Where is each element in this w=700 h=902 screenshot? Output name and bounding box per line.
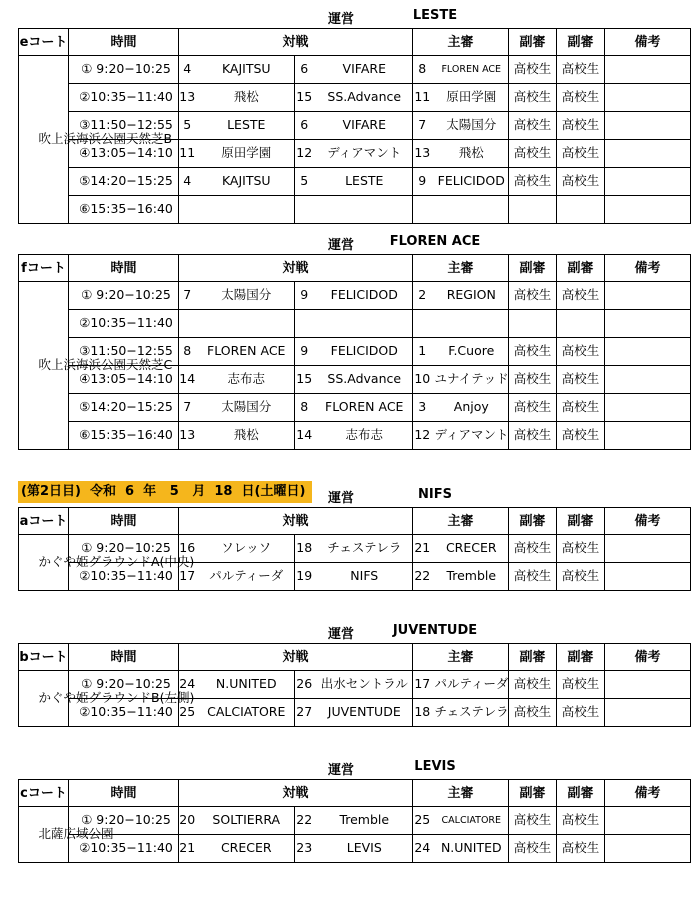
notes-cell <box>605 422 691 450</box>
venue-name: 北薩広域公園 <box>38 826 114 842</box>
assistant1-header: 副審 <box>509 255 557 282</box>
team2-number: 15 <box>295 84 317 112</box>
referee-team: チェステレラ <box>435 699 509 727</box>
team2-name: VIFARE <box>317 112 413 140</box>
match-header: 対戦 <box>179 29 413 56</box>
assistant2-cell: 高校生 <box>557 699 605 727</box>
team1-number: 8 <box>179 338 199 366</box>
time-slot: ① 9:20−10:25 <box>69 671 179 699</box>
time-slot: ②10:35−11:40 <box>69 563 179 591</box>
team2-number: 19 <box>295 563 317 591</box>
time-slot: ⑤14:20−15:25 <box>69 168 179 196</box>
team1-number: 11 <box>179 140 199 168</box>
assistant2-cell: 高校生 <box>557 394 605 422</box>
venue-name: 吹上浜海浜公園天然芝B <box>38 131 173 147</box>
referee-team: 太陽国分 <box>435 112 509 140</box>
time-header: 時間 <box>69 644 179 671</box>
assistant1-cell: 高校生 <box>509 168 557 196</box>
referee-team: F.Cuore <box>435 338 509 366</box>
court-label: bコート <box>19 644 69 671</box>
time-header: 時間 <box>69 255 179 282</box>
operator-label: 運営 <box>328 763 355 778</box>
match-row <box>19 310 691 338</box>
match-row <box>19 168 691 196</box>
referee-number: 22 <box>413 563 435 591</box>
match-header: 対戦 <box>179 255 413 282</box>
team2-name: FELICIDOD <box>317 338 413 366</box>
operator-label: 運営 <box>328 627 355 642</box>
assistant2-cell: 高校生 <box>557 563 605 591</box>
team1-number: 13 <box>179 84 199 112</box>
team1-name: 太陽国分 <box>199 282 295 310</box>
team1-number: 21 <box>179 835 199 863</box>
operator-line <box>0 231 700 251</box>
team1-number: 4 <box>179 168 199 196</box>
notes-header: 備考 <box>605 29 691 56</box>
court-label: eコート <box>19 29 69 56</box>
operator-team: LESTE <box>412 8 458 23</box>
time-slot: ① 9:20−10:25 <box>69 282 179 310</box>
match-header: 対戦 <box>179 644 413 671</box>
time-slot: ②10:35−11:40 <box>69 699 179 727</box>
court-c-table <box>18 779 691 863</box>
match-row <box>19 56 691 84</box>
team2-number: 8 <box>295 394 317 422</box>
referee-team <box>435 196 509 224</box>
team1-number: 16 <box>179 535 199 563</box>
match-row <box>19 196 691 224</box>
team2-number <box>295 196 317 224</box>
assistant1-cell: 高校生 <box>509 338 557 366</box>
time-slot: ① 9:20−10:25 <box>69 807 179 835</box>
court-b-table <box>18 643 691 727</box>
team2-number: 15 <box>295 366 317 394</box>
team2-name: 出水セントラル <box>317 671 413 699</box>
operator-line <box>0 5 700 25</box>
referee-team: N.UNITED <box>435 835 509 863</box>
team2-name: チェステレラ <box>317 535 413 563</box>
team1-number: 7 <box>179 282 199 310</box>
referee-number: 11 <box>413 84 435 112</box>
assistant1-cell: 高校生 <box>509 56 557 84</box>
referee-team <box>435 310 509 338</box>
team2-name: LEVIS <box>317 835 413 863</box>
referee-header: 主審 <box>413 644 509 671</box>
referee-team: ユナイテッド <box>435 366 509 394</box>
assistant2-cell: 高校生 <box>557 671 605 699</box>
assistant1-cell: 高校生 <box>509 394 557 422</box>
team1-name <box>199 310 295 338</box>
referee-header: 主審 <box>413 255 509 282</box>
team2-name <box>317 196 413 224</box>
day2-date-banner: (第2日目) 令和 6 年 5 月 18 日(土曜日) <box>18 481 312 503</box>
match-row <box>19 394 691 422</box>
assistant2-cell: 高校生 <box>557 338 605 366</box>
referee-number: 12 <box>413 422 435 450</box>
assistant2-header: 副審 <box>557 255 605 282</box>
operator-team: LEVIS <box>414 759 456 774</box>
court-e-table <box>18 28 691 224</box>
time-slot: ③11:50−12:55 <box>69 338 179 366</box>
notes-cell <box>605 699 691 727</box>
referee-number <box>413 310 435 338</box>
notes-header: 備考 <box>605 508 691 535</box>
referee-header: 主審 <box>413 29 509 56</box>
team2-name: Tremble <box>317 807 413 835</box>
match-row <box>19 835 691 863</box>
assistant1-header: 副審 <box>509 780 557 807</box>
team1-number <box>179 310 199 338</box>
match-row <box>19 671 691 699</box>
notes-cell <box>605 535 691 563</box>
court-f-table <box>18 254 691 450</box>
referee-header: 主審 <box>413 780 509 807</box>
referee-number: 9 <box>413 168 435 196</box>
time-header: 時間 <box>69 29 179 56</box>
assistant2-cell <box>557 196 605 224</box>
time-slot: ① 9:20−10:25 <box>69 56 179 84</box>
assistant2-cell: 高校生 <box>557 422 605 450</box>
referee-number: 25 <box>413 807 435 835</box>
venue-name: かぐや姫グラウンドA(中央) <box>38 554 195 570</box>
team1-number: 7 <box>179 394 199 422</box>
time-slot: ④13:05−14:10 <box>69 140 179 168</box>
venue-cell <box>19 807 114 863</box>
referee-number: 1 <box>413 338 435 366</box>
team1-number: 4 <box>179 56 199 84</box>
team1-name: CALCIATORE <box>199 699 295 727</box>
referee-team: FLOREN ACE <box>435 56 509 84</box>
team2-number: 9 <box>295 338 317 366</box>
assistant2-cell: 高校生 <box>557 282 605 310</box>
venue-name: かぐや姫グラウンドB(左側) <box>38 690 195 706</box>
operator-team: JUVENTUDE <box>392 623 478 638</box>
court-label: aコート <box>19 508 69 535</box>
match-row <box>19 422 691 450</box>
team1-name: 太陽国分 <box>199 394 295 422</box>
team1-number: 17 <box>179 563 199 591</box>
team1-name: KAJITSU <box>199 168 295 196</box>
team1-name: パルティーダ <box>199 563 295 591</box>
assistant2-cell: 高校生 <box>557 84 605 112</box>
assistant2-header: 副審 <box>557 780 605 807</box>
operator-team: FLOREN ACE <box>389 234 481 249</box>
assistant1-cell: 高校生 <box>509 366 557 394</box>
match-row <box>19 282 691 310</box>
notes-cell <box>605 112 691 140</box>
time-slot: ②10:35−11:40 <box>69 84 179 112</box>
notes-cell <box>605 338 691 366</box>
team2-name: FELICIDOD <box>317 282 413 310</box>
referee-number: 17 <box>413 671 435 699</box>
team1-number: 13 <box>179 422 199 450</box>
team1-name: 志布志 <box>199 366 295 394</box>
team1-number: 14 <box>179 366 199 394</box>
team2-number: 26 <box>295 671 317 699</box>
referee-team: パルティーダ <box>435 671 509 699</box>
match-row <box>19 84 691 112</box>
team2-number: 6 <box>295 56 317 84</box>
operator-line <box>0 756 700 776</box>
referee-header: 主審 <box>413 508 509 535</box>
assistant1-cell: 高校生 <box>509 835 557 863</box>
team2-name: LESTE <box>317 168 413 196</box>
referee-team: CRECER <box>435 535 509 563</box>
assistant1-cell: 高校生 <box>509 535 557 563</box>
time-header: 時間 <box>69 508 179 535</box>
referee-team: CALCIATORE <box>435 807 509 835</box>
referee-team: FELICIDOD <box>435 168 509 196</box>
court-a-table <box>18 507 691 591</box>
notes-cell <box>605 807 691 835</box>
assistant1-cell <box>509 310 557 338</box>
assistant1-cell: 高校生 <box>509 807 557 835</box>
operator-label: 運営 <box>328 12 355 27</box>
notes-cell <box>605 196 691 224</box>
match-row <box>19 535 691 563</box>
team1-name: N.UNITED <box>199 671 295 699</box>
time-slot: ⑥15:35−16:40 <box>69 422 179 450</box>
time-slot: ④13:05−14:10 <box>69 366 179 394</box>
assistant1-cell: 高校生 <box>509 282 557 310</box>
assistant2-cell: 高校生 <box>557 140 605 168</box>
referee-team: 原田学園 <box>435 84 509 112</box>
assistant2-cell: 高校生 <box>557 535 605 563</box>
team2-name: JUVENTUDE <box>317 699 413 727</box>
time-slot: ⑤14:20−15:25 <box>69 394 179 422</box>
team1-number: 24 <box>179 671 199 699</box>
assistant2-cell: 高校生 <box>557 56 605 84</box>
notes-cell <box>605 835 691 863</box>
team2-name: ディアマント <box>317 140 413 168</box>
assistant2-cell: 高校生 <box>557 835 605 863</box>
team1-number: 5 <box>179 112 199 140</box>
time-header: 時間 <box>69 780 179 807</box>
referee-number: 7 <box>413 112 435 140</box>
referee-number: 8 <box>413 56 435 84</box>
assistant2-cell: 高校生 <box>557 168 605 196</box>
referee-team: ディアマント <box>435 422 509 450</box>
assistant1-cell: 高校生 <box>509 699 557 727</box>
team2-number: 9 <box>295 282 317 310</box>
team2-number: 23 <box>295 835 317 863</box>
assistant2-header: 副審 <box>557 508 605 535</box>
assistant1-header: 副審 <box>509 29 557 56</box>
assistant2-header: 副審 <box>557 644 605 671</box>
assistant2-cell: 高校生 <box>557 366 605 394</box>
referee-number <box>413 196 435 224</box>
assistant1-header: 副審 <box>509 508 557 535</box>
assistant2-cell: 高校生 <box>557 807 605 835</box>
court-label: fコート <box>19 255 69 282</box>
referee-number: 21 <box>413 535 435 563</box>
assistant1-cell: 高校生 <box>509 671 557 699</box>
assistant1-cell: 高校生 <box>509 422 557 450</box>
match-header: 対戦 <box>179 508 413 535</box>
referee-number: 18 <box>413 699 435 727</box>
operator-label: 運営 <box>328 491 355 506</box>
operator-line <box>0 620 700 640</box>
team2-number: 6 <box>295 112 317 140</box>
referee-number: 10 <box>413 366 435 394</box>
referee-number: 13 <box>413 140 435 168</box>
match-row <box>19 807 691 835</box>
time-slot: ②10:35−11:40 <box>69 835 179 863</box>
notes-cell <box>605 394 691 422</box>
team2-name: SS.Advance <box>317 84 413 112</box>
team1-name: 飛松 <box>199 84 295 112</box>
team1-name: CRECER <box>199 835 295 863</box>
time-slot: ②10:35−11:40 <box>69 310 179 338</box>
team2-number <box>295 310 317 338</box>
team1-name: KAJITSU <box>199 56 295 84</box>
notes-header: 備考 <box>605 780 691 807</box>
team1-number: 20 <box>179 807 199 835</box>
team2-name <box>317 310 413 338</box>
assistant1-cell: 高校生 <box>509 112 557 140</box>
team1-name: SOLTIERRA <box>199 807 295 835</box>
team1-name: FLOREN ACE <box>199 338 295 366</box>
notes-cell <box>605 671 691 699</box>
notes-cell <box>605 56 691 84</box>
referee-team: 飛松 <box>435 140 509 168</box>
court-label: cコート <box>19 780 69 807</box>
team1-number <box>179 196 199 224</box>
operator-label: 運営 <box>328 238 355 253</box>
notes-cell <box>605 563 691 591</box>
notes-cell <box>605 168 691 196</box>
assistant1-header: 副審 <box>509 644 557 671</box>
team1-name: 飛松 <box>199 422 295 450</box>
team2-name: FLOREN ACE <box>317 394 413 422</box>
time-slot: ③11:50−12:55 <box>69 112 179 140</box>
team2-name: SS.Advance <box>317 366 413 394</box>
assistant2-cell: 高校生 <box>557 112 605 140</box>
assistant2-cell <box>557 310 605 338</box>
notes-header: 備考 <box>605 644 691 671</box>
referee-team: Anjoy <box>435 394 509 422</box>
referee-number: 24 <box>413 835 435 863</box>
referee-number: 3 <box>413 394 435 422</box>
assistant1-cell: 高校生 <box>509 563 557 591</box>
team2-number: 18 <box>295 535 317 563</box>
referee-team: Tremble <box>435 563 509 591</box>
notes-cell <box>605 140 691 168</box>
team2-number: 12 <box>295 140 317 168</box>
notes-cell <box>605 84 691 112</box>
referee-team: REGION <box>435 282 509 310</box>
assistant2-header: 副審 <box>557 29 605 56</box>
time-slot: ⑥15:35−16:40 <box>69 196 179 224</box>
team2-number: 27 <box>295 699 317 727</box>
assistant1-cell <box>509 196 557 224</box>
assistant1-cell: 高校生 <box>509 140 557 168</box>
notes-header: 備考 <box>605 255 691 282</box>
time-slot: ① 9:20−10:25 <box>69 535 179 563</box>
team2-name: 志布志 <box>317 422 413 450</box>
team2-number: 22 <box>295 807 317 835</box>
notes-cell <box>605 366 691 394</box>
venue-name: 吹上浜海浜公園天然芝C <box>38 357 173 373</box>
team1-name: LESTE <box>199 112 295 140</box>
match-header: 対戦 <box>179 780 413 807</box>
team1-name <box>199 196 295 224</box>
operator-team: NIFS <box>418 487 452 502</box>
assistant1-cell: 高校生 <box>509 84 557 112</box>
notes-cell <box>605 310 691 338</box>
team2-name: VIFARE <box>317 56 413 84</box>
team1-number: 25 <box>179 699 199 727</box>
referee-number: 2 <box>413 282 435 310</box>
team2-number: 14 <box>295 422 317 450</box>
team1-name: 原田学園 <box>199 140 295 168</box>
team2-name: NIFS <box>317 563 413 591</box>
team1-name: ソレッソ <box>199 535 295 563</box>
notes-cell <box>605 282 691 310</box>
team2-number: 5 <box>295 168 317 196</box>
